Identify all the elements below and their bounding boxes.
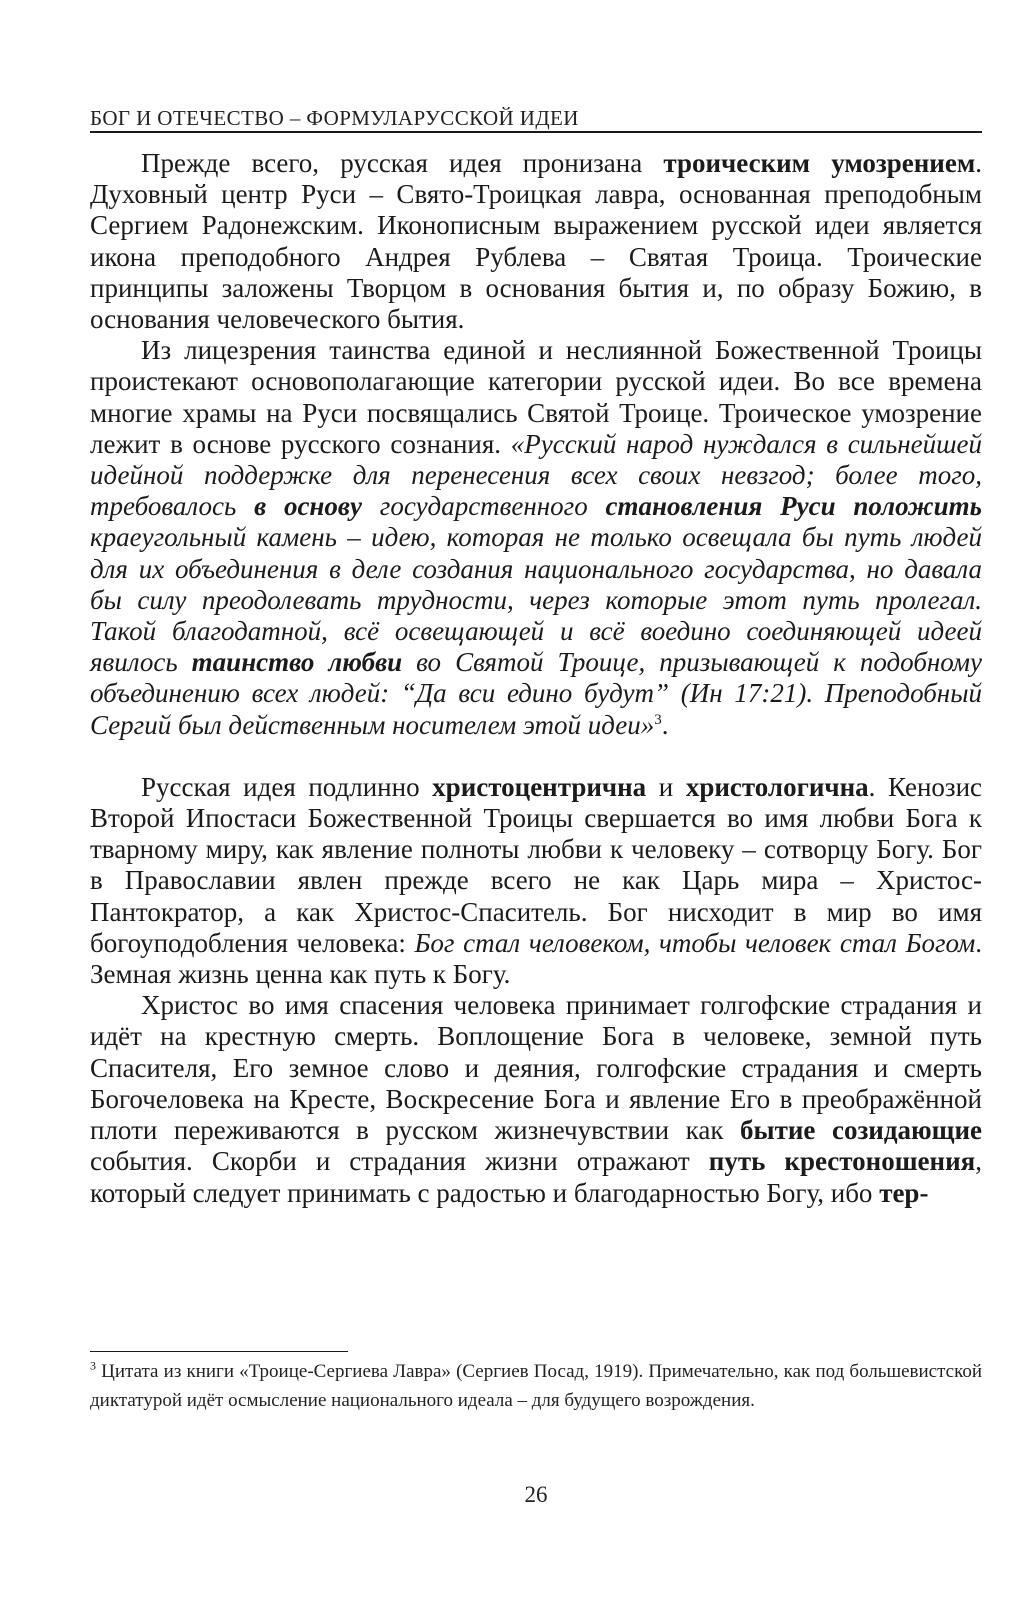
paragraph-4: Христос во имя спасения человека принимает голгофские страдания и идёт на крестную смерть. Воплощение Бога в человеке, земной путь Спасителя, Его земное слово и деяния, голгофские страдания и смерть Богочеловека на Кресте, Воскресение Бога и явление Его в преображённой плоти переживаются в русском жизнечувствии как бытие созидающие события. Скорби и страдания жизни отражают путь крестоношения, который следует принимать с радостью и благодарностью Богу, ибо тер-: [90, 990, 982, 1208]
paragraph-2: Из лицезрения таинства единой и неслиянной Божественной Троицы проистекают основополагающие категории русской идеи. Во все времена многие храмы на Руси посвящались Святой Троице. Троическое умозрение лежит в основе русского сознания. «Русский народ нуждался в сильнейшей идейной поддержке для перенесения всех своих невзгод; более того, требовалось в основу государственного становления Руси положить краеугольный камень – идею, которая не только освещала бы путь людей для их объединения в деле создания национального государства, но давала бы силу преодолевать трудности, через которые этот путь пролегал. Такой благодатной, всё освещающей и всё воедино соединяющей идеей явилось таинство любви во Святой Троице, призывающей к подобному объединению всех людей: “Да вси едино будут” (Ин 17:21). Преподобный Сергий был действенным носителем этой идеи»$^3$.: [90, 335, 982, 740]
book-page: [90, 0, 982, 1620]
main-text: [90, 148, 982, 1209]
header-rule: [90, 131, 982, 133]
footnote-reference[interactable]: 3: [654, 711, 662, 728]
quotation: «Русский народ нуждался в сильнейшей идейной поддержке для перенесения всех своих невзгод; более того, требовалось: [90, 428, 982, 522]
paragraph-3: Русская идея подлинно христоцентрична и христологична. Кенозис Второй Ипостаси Божественной Троицы свершается во имя любви Бога к тварному миру, как явление полноты любви к человеку – сотворцу Богу. Бог в Православии явлен прежде всего не как Царь мира – Христос-Пантократор, а как Христос-Спаситель. Бог нисходит в мир во имя богоуподобления человека: Бог стал человеком, чтобы человек стал Богом. Земная жизнь ценна как путь к Богу.: [90, 771, 983, 990]
footnote-rule: [90, 1351, 348, 1352]
running-head: БОГ И ОТЕЧЕСТВО – ФОРМУЛАРУССКОЙ ИДЕИ: [90, 106, 579, 130]
page-number: 26: [524, 1482, 548, 1507]
footnote-marker: 3: [90, 1358, 96, 1373]
footnote: $^3$ Цитата из книги «Троице-Сергиева Лавра» (Сергиев Посад, 1919). Примечательно, как под большевистской диктатурой идёт осмысление национального идеала – для будущего возрождения.: [90, 1358, 982, 1411]
paragraph-1: Прежде всего, русская идея пронизана троическим умозрением. Духовный центр Руси – Свято-Троицкая лавра, основанная преподобным Сергием Радонежским. Иконописным выражением русской идеи является икона преподобного Андрея Рублева – Святая Троица. Троические принципы заложены Творцом в основания бытия и, по образу Божию, в основания человеческого бытия.: [90, 148, 982, 335]
